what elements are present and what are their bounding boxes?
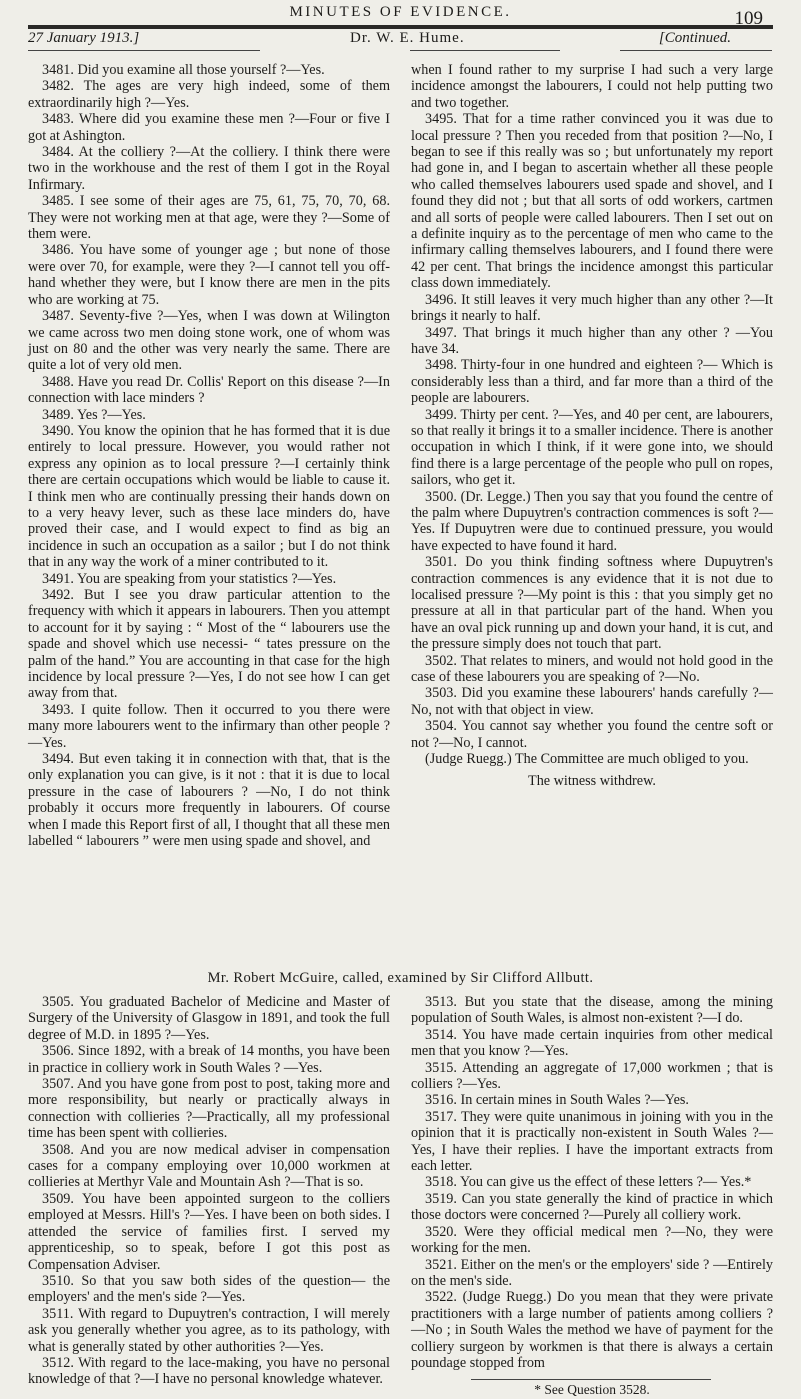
right-column bbox=[411, 62, 773, 850]
question-answer: 3508. And you are now medical adviser in compensation cases for a company employing over 10,000 workmen at collieries at Merthyr Vale and Mountain Ash ?—That is so. bbox=[28, 1141, 390, 1191]
question-answer: 3484. At the colliery ?—At the colliery. I think there were two in the workhouse and the rest of them I got in the Royal Infirmary. bbox=[28, 144, 390, 193]
question-answer: 3506. Since 1892, with a break of 14 months, you have been in practice in colliery work in South Wales ? —Yes. bbox=[28, 1043, 390, 1076]
question-answer: 3502. That relates to miners, and would not hold good in the case of these labourers you are speaking of ?—No. bbox=[411, 652, 773, 686]
question-answer: when I found rather to my surprise I had such a very large incidence amongst the labourers, I could not help putting two and two together. bbox=[411, 62, 773, 111]
question-answer: 3483. Where did you examine these men ?—Four or five I got at Ashington. bbox=[28, 111, 390, 144]
question-answer: 3495. That for a time rather convinced you it was due to local pressure ? Then you receded from that position ?—No, I began to see if this really was so ; but unfortunately my report had gone in, and I began to ascertain whether all these people who called themselves labourers used spade and shovel, and I found they did not ; but that all sorts of odd workers, cartmen and all sorts of people were called labourers. Then I set out on a definite inquiry as to the percentage of men who came to the infirmary calling themselves labourers, and I found there were 42 per cent. That brings the incidence amongst this particular class down immediately. bbox=[411, 111, 773, 292]
question-answer: 3504. You cannot say whether you found the centre soft or not ?—No, I cannot. bbox=[411, 718, 773, 751]
footnote-rule bbox=[471, 1379, 711, 1380]
page-number: 109 bbox=[734, 8, 763, 29]
question-answer: 3513. But you state that the disease, among the mining population of South Wales, is almost non-existent ?—I do. bbox=[411, 994, 773, 1027]
header-rule bbox=[28, 25, 773, 29]
hearing-date: 27 January 1913.] bbox=[28, 30, 140, 46]
section-heading: Mr. Robert McGuire, called, examined by Sir Clifford Allbutt. bbox=[207, 970, 594, 986]
question-answer: 3514. You have made certain inquiries from other medical men that you know ?—Yes. bbox=[411, 1026, 773, 1060]
dateline-rule bbox=[28, 50, 260, 51]
question-answer: 3500. (Dr. Legge.) Then you say that you found the centre of the palm where Dupuytren's contraction commences is soft ?—Yes. If Dupuytren were due to continued pressure, you would have expected to have found it hard. bbox=[411, 488, 773, 554]
question-answer: 3512. With regard to the lace-making, you have no personal knowledge of that ?—I have no personal knowledge whatever. bbox=[28, 1354, 390, 1388]
question-answer: 3489. Yes ?—Yes. bbox=[42, 406, 146, 423]
question-answer: 3498. Thirty-four in one hundred and eighteen ?— Which is considerably less than a third, and far more than a third of the people are labourers. bbox=[411, 357, 773, 407]
dateline-rule bbox=[620, 50, 772, 51]
question-answer: 3491. You are speaking from your statistics ?—Yes. bbox=[42, 570, 337, 587]
question-answer: 3493. I quite follow. Then it occurred to you there were many more labourers went to the infirmary than other people ?—Yes. bbox=[28, 701, 390, 751]
question-answer: 3519. Can you state generally the kind of practice in which those doctors were concerned ?—Purely all colliery work. bbox=[411, 1190, 773, 1224]
question-answer: 3515. Attending an aggregate of 17,000 workmen ; that is colliers ?—Yes. bbox=[411, 1059, 773, 1093]
left-column bbox=[28, 62, 390, 850]
question-answer: 3482. The ages are very high indeed, some of them extraordinarily high ?—Yes. bbox=[28, 78, 390, 111]
question-answer: 3499. Thirty per cent. ?—Yes, and 40 per cent, are labourers, so that really it brings it to a smaller incidence. There is another occupation in which I think, if it were gone into, we should find there is a large percentage of the people who pull on ropes, sailors, who get it. bbox=[411, 406, 773, 489]
question-answer: 3487. Seventy-five ?—Yes, when I was down at Wilington we came across two men doing stone work, one of whom was just on 80 and the other was very nearly the same. There are quite a lot of very old men. bbox=[28, 308, 390, 374]
question-answer: 3511. With regard to Dupuytren's contraction, I will merely ask you generally whether you agree, as to its pathology, with what is generally stated by other authorities ?—Yes. bbox=[28, 1305, 390, 1355]
question-answer: 3509. You have been appointed surgeon to the colliers employed at Messrs. Hill's ?—Yes. I have been on both sides. I attended the service of families first. I served my apprenticeship, so to speak, before I got this post as Compensation Adviser. bbox=[28, 1190, 390, 1273]
question-answer: 3510. So that you saw both sides of the question— the employers' and the men's side ?—Yes. bbox=[28, 1272, 390, 1306]
question-answer: 3518. You can give us the effect of these letters ?— Yes.* bbox=[425, 1174, 752, 1191]
witness-withdrew: The witness withdrew. bbox=[528, 773, 656, 790]
question-answer: 3492. But I see you draw particular attention to the frequency with which it appears in labourers. Then you attempt to account for it by saying : “ Most of the “ labourers use the spade and shovel which use necessi- “ tates pressure on the palm of the hand.” You are accounting in that case for the high incidence by local pressure ?—Yes, I do not see how I can get away from that. bbox=[28, 587, 390, 702]
footnote: * See Question 3528. bbox=[534, 1382, 650, 1398]
question-answer: 3488. Have you read Dr. Collis' Report on this disease ?—In connection with lace minders ? bbox=[28, 373, 390, 407]
question-answer: 3505. You graduated Bachelor of Medicine and Master of Surgery of the University of Glasgow in 1891, and took the full degree of M.D. in 1895 ?—Yes. bbox=[28, 994, 390, 1043]
witness-name: Dr. W. E. Hume. bbox=[350, 30, 465, 46]
dateline-rule bbox=[410, 50, 560, 51]
question-answer: 3481. Did you examine all those yourself ?—Yes. bbox=[42, 62, 325, 78]
left-column bbox=[28, 994, 390, 1399]
section-hume-evidence bbox=[28, 62, 773, 850]
question-answer: 3516. In certain mines in South Wales ?—Yes. bbox=[425, 1092, 689, 1109]
question-answer: 3486. You have some of younger age ; but none of those were over 70, for example, were they ?—I cannot tell you off-hand whether they were, but I know there are men in the pits who are working at 75. bbox=[28, 242, 390, 308]
question-answer: 3496. It still leaves it very much higher than any other ?—It brings it nearly to half. bbox=[411, 291, 773, 325]
question-answer: 3501. Do you think finding softness where Dupuytren's contraction commences is any evidence that it is not due to localised pressure ?—My point is this : that you simply get no pressure at all in that particular part of the hand. When you have an oval pick running up and down your hand, it is cut, and the pressure simply does not touch that part. bbox=[411, 554, 773, 653]
section-mcguire-evidence bbox=[28, 994, 773, 1399]
question-answer: 3497. That brings it much higher than any other ? —You have 34. bbox=[411, 324, 773, 357]
question-answer: 3522. (Judge Ruegg.) Do you mean that they were private practitioners with a large number of patients among colliers ?—No ; in South Wales the method we have of payment for the colliery surgeon by workmen is that there is always a certain poundage stopped from bbox=[411, 1289, 773, 1371]
question-answer: 3490. You know the opinion that he has formed that it is due entirely to local pressure. However, you would rather not express any opinion as to local pressure ?—I certainly think there are certain occupations which would be liable to cause it. I think men who are continually pressing their hands down on to a very heavy lever, such as these lace minders do, have proved their case, and I would expect to find as big an incidence in such an occupation as a sailor ; but I do not think that in any way the work of a miner contributed to it. bbox=[28, 422, 390, 571]
closing-remark: (Judge Ruegg.) The Committee are much obliged to you. bbox=[425, 751, 749, 768]
question-answer: 3517. They were quite unanimous in joining with you in the opinion that it is practically non-existent in South Wales ?—Yes, I have their replies. I have the important extracts from each letter. bbox=[411, 1108, 773, 1175]
question-answer: 3521. Either on the men's or the employers' side ? —Entirely on the men's side. bbox=[411, 1256, 773, 1289]
running-title: MINUTES OF EVIDENCE. bbox=[289, 4, 512, 20]
question-answer: 3503. Did you examine these labourers' hands carefully ?—No, not with that object in view. bbox=[411, 685, 773, 718]
question-answer: 3494. But even taking it in connection with that, that is the only explanation you can give, is it not : that it is due to local pressure in the case of labourers ? —No, I do not think probably it occurs more frequently in labourers. Of course when I made this Report first of all, I thought that all these men labelled “ labourers ” were men using spade and shovel, and bbox=[28, 751, 390, 850]
question-answer: 3520. Were they official medical men ?—No, they were working for the men. bbox=[411, 1223, 773, 1257]
continued-label: [Continued. bbox=[658, 30, 731, 46]
right-column bbox=[411, 994, 773, 1399]
question-answer: 3507. And you have gone from post to post, taking more and more responsibility, but nearly or practically always in connection with collieries ?—Practically, all my professional time has been spent with collieries. bbox=[28, 1076, 390, 1142]
question-answer: 3485. I see some of their ages are 75, 61, 75, 70, 70, 68. They were not working men at that age, were they ?—Some of them were. bbox=[28, 193, 390, 243]
